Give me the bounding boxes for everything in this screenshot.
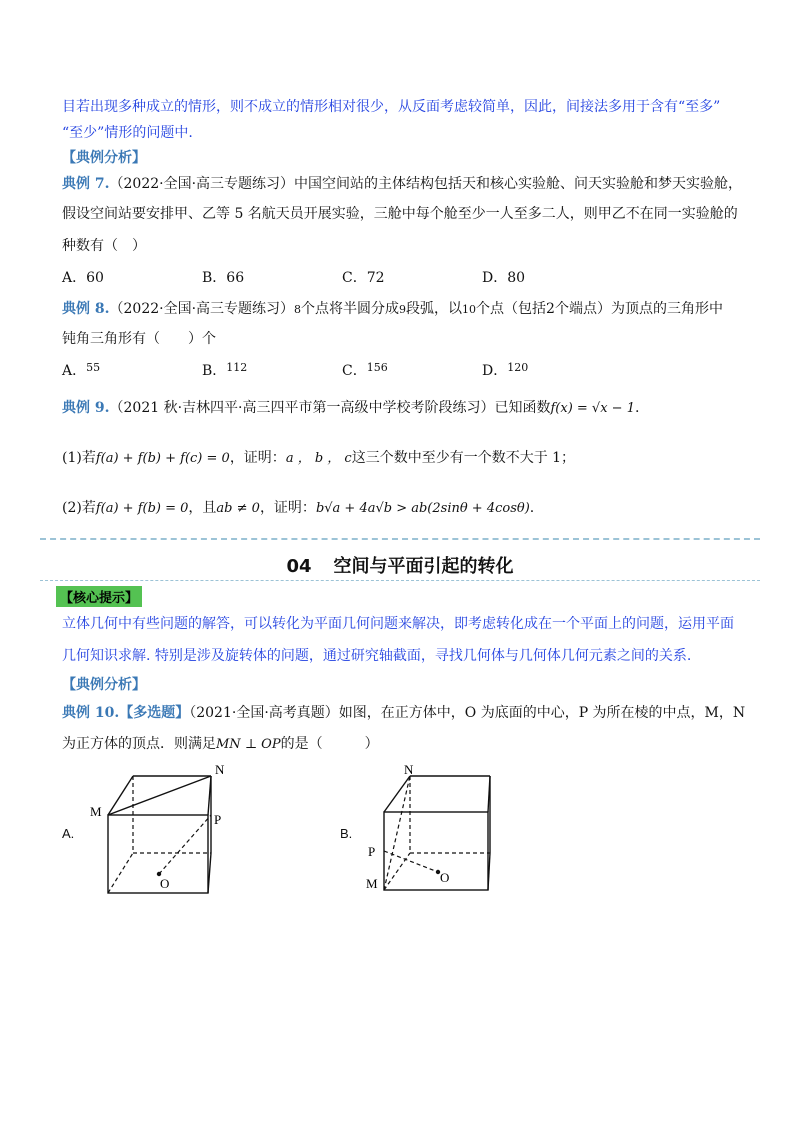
label-p: P xyxy=(214,812,222,827)
intro-line-2: “至少”情形的问题中. xyxy=(62,125,193,141)
example-9-label: 典例 9. xyxy=(62,400,110,416)
label-p: P xyxy=(368,844,376,859)
option-letter: A． xyxy=(62,363,87,379)
example-8-line-2: 钝角三角形有（ ）个 xyxy=(62,331,216,347)
analysis-header-2: 【典例分析】 xyxy=(62,677,146,693)
example-8-option-a xyxy=(62,358,100,381)
example-8-source: （2022·全国·高三专题练习） xyxy=(109,301,295,317)
example-9-text: （2021 秋·吉林四平·高三四平市第一高级中学校考阶段练习）已知函数 xyxy=(109,400,551,416)
example-8-option-d xyxy=(482,358,528,381)
example-9-end: . xyxy=(634,400,640,416)
segment-op xyxy=(159,815,211,874)
example-8-n4: 2 xyxy=(546,301,555,317)
option-letter: B． xyxy=(202,363,227,379)
option-value: 120 xyxy=(507,361,529,374)
example-9-part-2 xyxy=(62,498,534,519)
label-o: O xyxy=(440,870,450,885)
part-1-vars: a ， b ， c xyxy=(285,451,352,466)
part-1-end: 这三个数中至少有一个数不大于 1； xyxy=(351,450,576,466)
example-8-t1: 个点将半圆分成 xyxy=(301,301,400,317)
example-7-option-c: C．72 xyxy=(342,270,385,286)
part-2-prefix: (2)若 xyxy=(62,500,96,516)
example-10-end: 的是（ ） xyxy=(280,736,379,752)
label-m: M xyxy=(90,804,102,819)
example-8-option-c xyxy=(342,358,388,381)
label-m: M xyxy=(366,876,378,891)
part-2-mid: ，且 xyxy=(188,500,217,516)
example-10-tag: 【多选题】 xyxy=(119,705,190,721)
option-value: 156 xyxy=(366,361,388,374)
option-letter: C． xyxy=(342,363,367,379)
core-tip-tag: 【核心提示】 xyxy=(56,586,142,607)
example-10-math: MN ⊥ OP xyxy=(216,737,281,752)
part-2-mid2: ，证明： xyxy=(259,500,316,516)
analysis-header: 【典例分析】 xyxy=(62,150,146,166)
example-8-n1: 8 xyxy=(294,303,302,316)
option-letter: D． xyxy=(482,363,508,379)
part-2-equation: f(a) + f(b) = 0 xyxy=(95,501,189,516)
core-line-2: 几何知识求解. 特别是涉及旋转体的问题，通过研究轴截面，寻找几何体与几何体几何元素之间的关系. xyxy=(62,648,692,664)
example-7-option-a: A．60 xyxy=(62,270,104,286)
part-1-prefix: (1)若 xyxy=(62,450,96,466)
example-10-label: 典例 10. xyxy=(62,705,120,721)
label-n: N xyxy=(215,762,225,777)
figure-b-cube xyxy=(360,760,530,900)
example-8-n2: 9 xyxy=(399,303,407,316)
example-9-function: f(x) = √x − 1 xyxy=(550,401,635,416)
example-10-line-2 xyxy=(62,734,379,755)
figure-b-option: B. xyxy=(340,826,353,841)
option-value: 55 xyxy=(86,361,101,374)
option-value: 112 xyxy=(226,361,248,374)
example-10-line-1 xyxy=(62,703,745,723)
section-title xyxy=(0,552,800,578)
section-title-text: 空间与平面引起的转化 xyxy=(333,556,514,577)
figure-a-option: A. xyxy=(62,826,75,841)
example-8-t4: 个端点）为顶点的三角形中 xyxy=(554,301,723,317)
part-1-mid: ，证明： xyxy=(229,450,286,466)
segment-mn xyxy=(108,776,211,815)
section-divider-bottom xyxy=(40,580,760,581)
front-face xyxy=(384,812,488,890)
part-2-end: . xyxy=(529,500,535,516)
hidden-edge xyxy=(384,853,410,890)
example-8-option-b xyxy=(202,358,247,381)
example-8-line-1 xyxy=(62,299,723,320)
label-o: O xyxy=(160,876,170,891)
example-10-prefix: 为正方体的顶点．则满足 xyxy=(62,736,216,752)
intro-line-1: 目若出现多种成立的情形，则不成立的情形相对很少，从反面考虑较简单，因此，间接法多用于含有“至多” xyxy=(62,99,721,115)
example-8-label: 典例 8. xyxy=(62,301,110,317)
label-n: N xyxy=(404,762,414,777)
part-2-condition: ab ≠ 0 xyxy=(216,501,260,516)
example-7-option-b: B．66 xyxy=(202,270,245,286)
example-8-t3: 个点（包括 xyxy=(476,301,547,317)
front-face xyxy=(108,815,208,893)
edge xyxy=(108,776,133,815)
example-7-label: 典例 7. xyxy=(62,176,110,192)
example-7-line-3: 种数有（ ） xyxy=(62,238,146,254)
example-7-option-d: D．80 xyxy=(482,270,526,286)
example-9-line-1 xyxy=(62,398,639,419)
hidden-edge xyxy=(108,853,133,893)
example-7-text: （2022·全国·高三专题练习）中国空间站的主体结构包括天和核心实验舱、问天实验舱和梦天实验舱， xyxy=(109,176,743,192)
core-line-1: 立体几何中有些问题的解答，可以转化为平面几何问题来解决，即考虑转化成在一个平面上的问题，运用平面 xyxy=(62,616,734,632)
example-8-n3: 10 xyxy=(462,303,477,316)
example-7-line-2: 假设空间站要安排甲、乙等 5 名航天员开展实验，三舱中每个舱至少一人至多二人，则甲乙不在同一实验舱的 xyxy=(62,206,738,222)
section-number: 04 xyxy=(286,556,312,577)
part-1-equation: f(a) + f(b) + f(c) = 0 xyxy=(95,451,230,466)
figure-a-cube xyxy=(80,760,250,900)
part-2-inequality: b√a + 4a√b > ab(2sinθ + 4cosθ) xyxy=(315,501,530,516)
example-7-line-1 xyxy=(62,174,742,194)
section-divider xyxy=(40,538,760,540)
example-10-text: （2021·全国·高考真题）如图，在正方体中，O 为底面的中心，P 为所在棱的中点，M，N xyxy=(189,705,746,721)
segment-op xyxy=(384,851,438,872)
example-9-part-1 xyxy=(62,448,575,469)
example-8-t2: 段弧，以 xyxy=(406,301,463,317)
